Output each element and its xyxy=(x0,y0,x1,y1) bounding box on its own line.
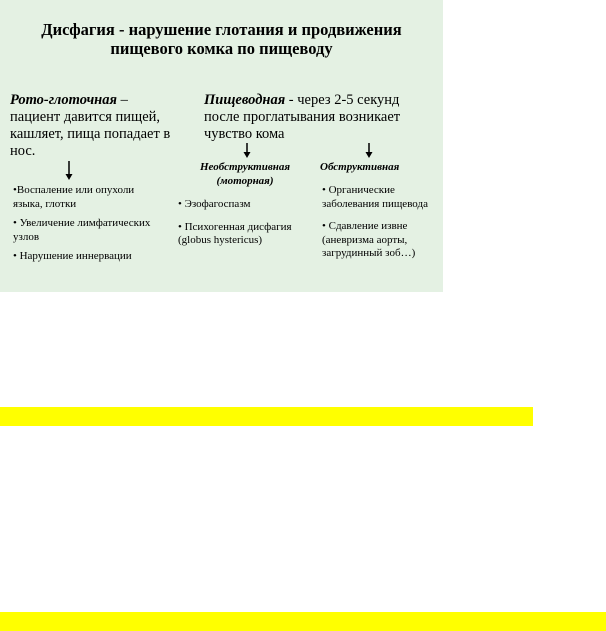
arrow-down-icon xyxy=(364,143,374,161)
oropharyngeal-description xyxy=(10,92,175,160)
list-item: •Воспаление или опухоли языка, глотки xyxy=(13,184,135,210)
list-item: • Нарушение иннервации xyxy=(13,250,132,262)
arrow-down-icon xyxy=(242,143,252,161)
slide-panel xyxy=(0,0,443,292)
oropharyngeal-heading-dash: – xyxy=(116,92,128,108)
non-obstructive-list xyxy=(178,198,310,254)
highlight-band xyxy=(0,407,533,426)
oropharyngeal-text: пациент давится пищей, кашляет, пища попадает в нос. xyxy=(10,109,171,159)
title-line-2: пищевого комка по пищеводу xyxy=(110,39,333,58)
list-item: • Эзофагоспазм xyxy=(178,198,251,210)
non-obstructive-heading xyxy=(182,161,308,188)
oropharyngeal-heading: Рото-глоточная xyxy=(10,92,117,108)
obstructive-heading: Обструктивная xyxy=(320,161,400,173)
esophageal-heading: Пищеводная xyxy=(204,92,286,108)
slide-title xyxy=(0,20,443,58)
title-line-1: Дисфагия - нарушение глотания и продвижения xyxy=(41,20,402,39)
arrow-down-icon xyxy=(64,161,74,179)
list-item: • Увеличение лимфатических узлов xyxy=(13,217,151,243)
list-item: • Психогенная дисфагия (globus hystericus) xyxy=(178,220,292,246)
highlight-band xyxy=(0,612,606,631)
list-item: • Сдавление извне (аневризма аорты, загрудинный зоб…) xyxy=(322,220,416,259)
obstructive-list xyxy=(322,184,438,267)
non-obstructive-heading-line-1: Необструктивная xyxy=(199,161,291,173)
oropharyngeal-causes-list xyxy=(13,184,163,270)
non-obstructive-heading-line-2: (моторная) xyxy=(216,174,274,187)
esophageal-text: - через 2-5 секунд после проглатывания возникает чувство кома xyxy=(204,92,401,142)
list-item: • Органические заболевания пищевода xyxy=(322,184,428,210)
esophageal-description xyxy=(204,92,434,143)
